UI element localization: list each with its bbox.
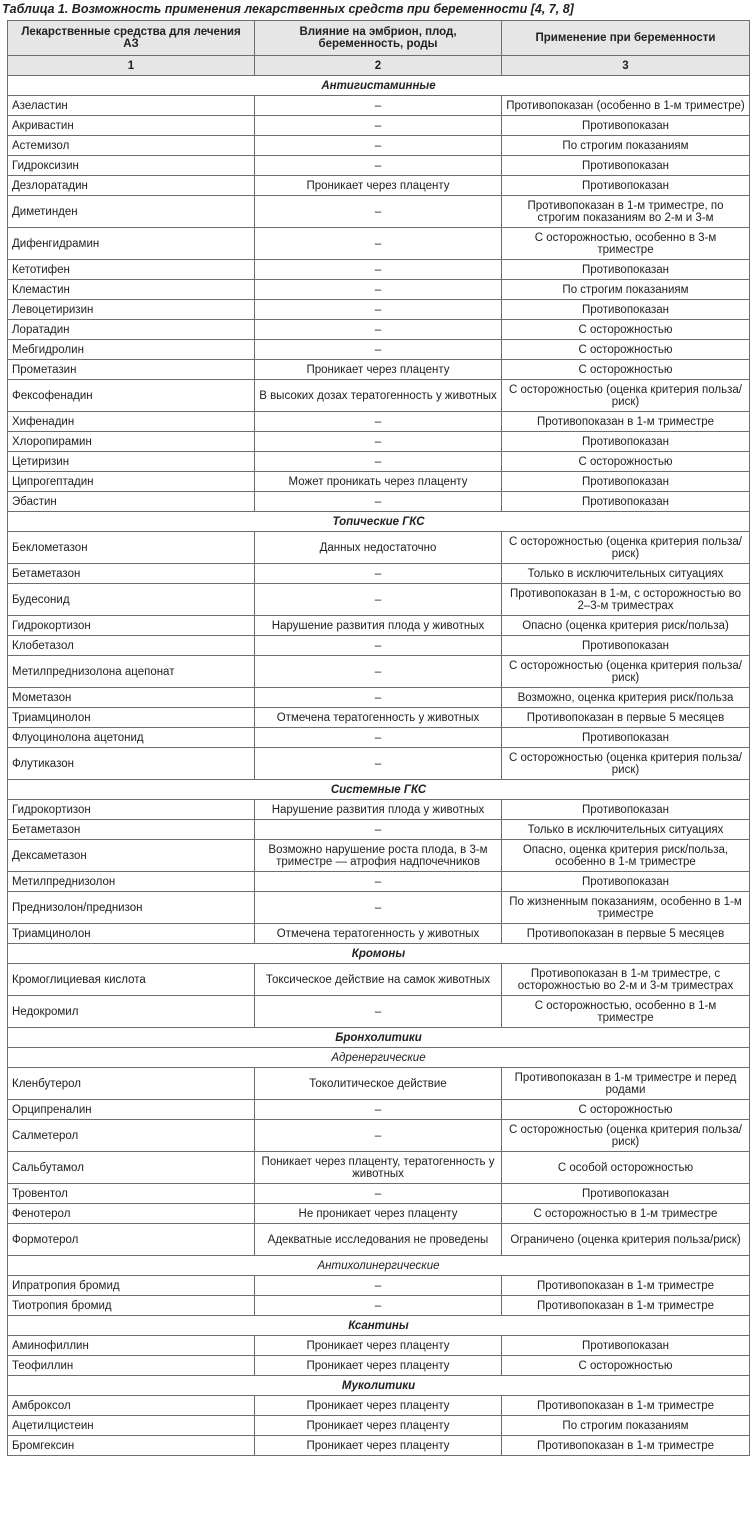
subsection-header-row bbox=[8, 1048, 750, 1068]
section-header-row bbox=[8, 1376, 750, 1396]
effect-cell: – bbox=[255, 636, 502, 656]
use-cell: Ограничено (оценка критерия польза/риск) bbox=[502, 1224, 750, 1256]
table-row bbox=[8, 584, 750, 616]
effect-cell: – bbox=[255, 452, 502, 472]
subsection-title: Антихолинергические bbox=[8, 1256, 750, 1276]
drug-name-cell: Салметерол bbox=[8, 1120, 255, 1152]
use-cell: С осторожностью (оценка критерия польза/риск) bbox=[502, 532, 750, 564]
use-cell: Противопоказан bbox=[502, 472, 750, 492]
use-cell: Противопоказан bbox=[502, 300, 750, 320]
effect-cell: Может проникать через плаценту bbox=[255, 472, 502, 492]
use-cell: Противопоказан bbox=[502, 1336, 750, 1356]
effect-cell: – bbox=[255, 136, 502, 156]
drug-name-cell: Ипратропия бромид bbox=[8, 1276, 255, 1296]
section-header-row bbox=[8, 944, 750, 964]
table-row bbox=[8, 452, 750, 472]
drug-name-cell: Метилпреднизолон bbox=[8, 872, 255, 892]
table-row bbox=[8, 300, 750, 320]
effect-cell: – bbox=[255, 280, 502, 300]
table-row bbox=[8, 800, 750, 820]
effect-cell: Проникает через плаценту bbox=[255, 1436, 502, 1456]
drug-name-cell: Дексаметазон bbox=[8, 840, 255, 872]
column-number-1: 1 bbox=[8, 56, 255, 76]
table-row bbox=[8, 1100, 750, 1120]
effect-cell: Нарушение развития плода у животных bbox=[255, 800, 502, 820]
use-cell: Противопоказан в 1-м триместре и перед родами bbox=[502, 1068, 750, 1100]
table-row bbox=[8, 1356, 750, 1376]
use-cell: Противопоказан bbox=[502, 1184, 750, 1204]
drug-name-cell: Дифенгидрамин bbox=[8, 228, 255, 260]
table-row bbox=[8, 656, 750, 688]
use-cell: Противопоказан (особенно в 1-м триместре) bbox=[502, 96, 750, 116]
drug-name-cell: Беклометазон bbox=[8, 532, 255, 564]
effect-cell: Токсическое действие на самок животных bbox=[255, 964, 502, 996]
use-cell: С осторожностью bbox=[502, 1100, 750, 1120]
table-row bbox=[8, 996, 750, 1028]
use-cell: Противопоказан bbox=[502, 156, 750, 176]
table-row bbox=[8, 1276, 750, 1296]
table-row bbox=[8, 840, 750, 872]
table-row bbox=[8, 412, 750, 432]
table-row bbox=[8, 872, 750, 892]
use-cell: Только в исключительных ситуациях bbox=[502, 820, 750, 840]
effect-cell: Данных недостаточно bbox=[255, 532, 502, 564]
use-cell: Опасно, оценка критерия риск/польза, особенно в 1-м триместре bbox=[502, 840, 750, 872]
use-cell: С осторожностью bbox=[502, 452, 750, 472]
subsection-title: Адренергические bbox=[8, 1048, 750, 1068]
table-row bbox=[8, 964, 750, 996]
use-cell: Противопоказан bbox=[502, 800, 750, 820]
drug-name-cell: Тиотропия бромид bbox=[8, 1296, 255, 1316]
effect-cell: – bbox=[255, 1100, 502, 1120]
table-row bbox=[8, 360, 750, 380]
column-number-3: 3 bbox=[502, 56, 750, 76]
section-header-row bbox=[8, 76, 750, 96]
drug-name-cell: Сальбутамол bbox=[8, 1152, 255, 1184]
effect-cell: Возможно нарушение роста плода, в 3-м триместре — атрофия надпочечников bbox=[255, 840, 502, 872]
effect-cell: – bbox=[255, 1296, 502, 1316]
use-cell: Противопоказан bbox=[502, 260, 750, 280]
use-cell: Противопоказан bbox=[502, 636, 750, 656]
section-title: Ксантины bbox=[8, 1316, 750, 1336]
column-number-row bbox=[8, 56, 750, 76]
use-cell: Противопоказан в 1-м триместре bbox=[502, 1436, 750, 1456]
drug-name-cell: Прометазин bbox=[8, 360, 255, 380]
effect-cell: Проникает через плаценту bbox=[255, 360, 502, 380]
use-cell: Противопоказан в первые 5 месяцев bbox=[502, 708, 750, 728]
effect-cell: – bbox=[255, 156, 502, 176]
effect-cell: В высоких дозах тератогенность у животных bbox=[255, 380, 502, 412]
effect-cell: – bbox=[255, 564, 502, 584]
section-title: Системные ГКС bbox=[8, 780, 750, 800]
drug-name-cell: Бромгексин bbox=[8, 1436, 255, 1456]
effect-cell: – bbox=[255, 432, 502, 452]
table-row bbox=[8, 532, 750, 564]
drug-name-cell: Ацетилцистеин bbox=[8, 1416, 255, 1436]
column-number-2: 2 bbox=[255, 56, 502, 76]
section-title: Антигистаминные bbox=[8, 76, 750, 96]
table-row bbox=[8, 136, 750, 156]
effect-cell: – bbox=[255, 1184, 502, 1204]
use-cell: По жизненным показаниям, особенно в 1-м триместре bbox=[502, 892, 750, 924]
drug-name-cell: Астемизол bbox=[8, 136, 255, 156]
drug-name-cell: Ципрогептадин bbox=[8, 472, 255, 492]
drug-name-cell: Метилпреднизолона ацепонат bbox=[8, 656, 255, 688]
effect-cell: Нарушение развития плода у животных bbox=[255, 616, 502, 636]
table-row bbox=[8, 280, 750, 300]
use-cell: С осторожностью (оценка критерия польза/риск) bbox=[502, 380, 750, 412]
use-cell: С осторожностью, особенно в 1-м триместре bbox=[502, 996, 750, 1028]
table-row bbox=[8, 616, 750, 636]
use-cell: Противопоказан в 1-м, с осторожностью во 2–3-м триместрах bbox=[502, 584, 750, 616]
drug-name-cell: Мометазон bbox=[8, 688, 255, 708]
drug-name-cell: Кетотифен bbox=[8, 260, 255, 280]
use-cell: По строгим показаниям bbox=[502, 280, 750, 300]
subsection-header-row bbox=[8, 1256, 750, 1276]
use-cell: Опасно (оценка критерия риск/польза) bbox=[502, 616, 750, 636]
table-row bbox=[8, 1068, 750, 1100]
table-row bbox=[8, 1336, 750, 1356]
effect-cell: – bbox=[255, 412, 502, 432]
table-row bbox=[8, 320, 750, 340]
use-cell: Противопоказан bbox=[502, 492, 750, 512]
table-row bbox=[8, 380, 750, 412]
drug-name-cell: Хифенадин bbox=[8, 412, 255, 432]
effect-cell: – bbox=[255, 872, 502, 892]
effect-cell: – bbox=[255, 584, 502, 616]
section-header-row bbox=[8, 512, 750, 532]
drug-name-cell: Гидрокортизон bbox=[8, 800, 255, 820]
drug-name-cell: Триамцинолон bbox=[8, 924, 255, 944]
use-cell: С особой осторожностью bbox=[502, 1152, 750, 1184]
effect-cell: Проникает через плаценту bbox=[255, 1396, 502, 1416]
drug-name-cell: Хлоропирамин bbox=[8, 432, 255, 452]
header-col-effect: Влияние на эмбрион, плод, беременность, роды bbox=[255, 21, 502, 56]
table-row bbox=[8, 892, 750, 924]
table-row bbox=[8, 472, 750, 492]
drug-name-cell: Мебгидролин bbox=[8, 340, 255, 360]
drug-name-cell: Кленбутерол bbox=[8, 1068, 255, 1100]
drug-name-cell: Фенотерол bbox=[8, 1204, 255, 1224]
header-row bbox=[8, 21, 750, 56]
use-cell: С осторожностью в 1-м триместре bbox=[502, 1204, 750, 1224]
drug-name-cell: Недокромил bbox=[8, 996, 255, 1028]
use-cell: С осторожностью (оценка критерия польза/риск) bbox=[502, 656, 750, 688]
drug-name-cell: Бетаметазон bbox=[8, 564, 255, 584]
drug-name-cell: Бетаметазон bbox=[8, 820, 255, 840]
use-cell: По строгим показаниям bbox=[502, 136, 750, 156]
table-row bbox=[8, 1204, 750, 1224]
effect-cell: – bbox=[255, 996, 502, 1028]
section-header-row bbox=[8, 780, 750, 800]
drug-name-cell: Левоцетиризин bbox=[8, 300, 255, 320]
table-caption: Таблица 1. Возможность применения лекарственных средств при беременности [4, 7, 8] bbox=[2, 2, 574, 16]
effect-cell: Поникает через плаценту, тератогенность у животных bbox=[255, 1152, 502, 1184]
use-cell: С осторожностью bbox=[502, 340, 750, 360]
drug-name-cell: Лоратадин bbox=[8, 320, 255, 340]
effect-cell: – bbox=[255, 320, 502, 340]
use-cell: Противопоказан bbox=[502, 116, 750, 136]
effect-cell: Проникает через плаценту bbox=[255, 1336, 502, 1356]
use-cell: С осторожностью (оценка критерия польза/риск) bbox=[502, 748, 750, 780]
use-cell: Противопоказан в 1-м триместре bbox=[502, 1396, 750, 1416]
table-row bbox=[8, 156, 750, 176]
use-cell: Противопоказан в 1-м триместре bbox=[502, 1296, 750, 1316]
table-row bbox=[8, 1416, 750, 1436]
drug-name-cell: Аминофиллин bbox=[8, 1336, 255, 1356]
use-cell: Противопоказан в 1-м триместре, с осторожностью во 2-м и 3-м триместрах bbox=[502, 964, 750, 996]
effect-cell: – bbox=[255, 96, 502, 116]
use-cell: С осторожностью bbox=[502, 360, 750, 380]
effect-cell: – bbox=[255, 1120, 502, 1152]
drug-name-cell: Дезлоратадин bbox=[8, 176, 255, 196]
table-row bbox=[8, 228, 750, 260]
use-cell: Противопоказан в 1-м триместре bbox=[502, 412, 750, 432]
drug-name-cell: Будесонид bbox=[8, 584, 255, 616]
drug-name-cell: Эбастин bbox=[8, 492, 255, 512]
section-title: Топические ГКС bbox=[8, 512, 750, 532]
drug-name-cell: Кромоглициевая кислота bbox=[8, 964, 255, 996]
use-cell: Противопоказан в первые 5 месяцев bbox=[502, 924, 750, 944]
drug-pregnancy-table bbox=[7, 20, 750, 1456]
section-title: Бронхолитики bbox=[8, 1028, 750, 1048]
effect-cell: – bbox=[255, 492, 502, 512]
drug-name-cell: Гидрокортизон bbox=[8, 616, 255, 636]
table-row bbox=[8, 1120, 750, 1152]
drug-name-cell: Флутиказон bbox=[8, 748, 255, 780]
drug-name-cell: Теофиллин bbox=[8, 1356, 255, 1376]
table-row bbox=[8, 196, 750, 228]
effect-cell: Проникает через плаценту bbox=[255, 176, 502, 196]
drug-name-cell: Клемастин bbox=[8, 280, 255, 300]
drug-name-cell: Цетиризин bbox=[8, 452, 255, 472]
drug-name-cell: Орципреналин bbox=[8, 1100, 255, 1120]
header-col-use: Применение при беременности bbox=[502, 21, 750, 56]
use-cell: Возможно, оценка критерия риск/польза bbox=[502, 688, 750, 708]
drug-name-cell: Триамцинолон bbox=[8, 708, 255, 728]
table-row bbox=[8, 492, 750, 512]
effect-cell: – bbox=[255, 260, 502, 280]
effect-cell: – bbox=[255, 228, 502, 260]
drug-name-cell: Флуоцинолона ацетонид bbox=[8, 728, 255, 748]
use-cell: С осторожностью, особенно в 3-м триместре bbox=[502, 228, 750, 260]
effect-cell: Проникает через плаценту bbox=[255, 1416, 502, 1436]
effect-cell: Проникает через плаценту bbox=[255, 1356, 502, 1376]
table-row bbox=[8, 176, 750, 196]
drug-name-cell: Гидроксизин bbox=[8, 156, 255, 176]
table-row bbox=[8, 564, 750, 584]
table-row bbox=[8, 728, 750, 748]
table-row bbox=[8, 96, 750, 116]
effect-cell: Отмечена тератогенность у животных bbox=[255, 708, 502, 728]
use-cell: Противопоказан bbox=[502, 872, 750, 892]
table-row bbox=[8, 116, 750, 136]
effect-cell: – bbox=[255, 340, 502, 360]
section-header-row bbox=[8, 1316, 750, 1336]
effect-cell: Токолитическое действие bbox=[255, 1068, 502, 1100]
use-cell: С осторожностью bbox=[502, 1356, 750, 1376]
effect-cell: – bbox=[255, 748, 502, 780]
drug-name-cell: Клобетазол bbox=[8, 636, 255, 656]
use-cell: Противопоказан в 1-м триместре bbox=[502, 1276, 750, 1296]
header-col-drugs: Лекарственные средства для лечения АЗ bbox=[8, 21, 255, 56]
drug-name-cell: Акривастин bbox=[8, 116, 255, 136]
section-title: Муколитики bbox=[8, 1376, 750, 1396]
effect-cell: – bbox=[255, 1276, 502, 1296]
table-row bbox=[8, 688, 750, 708]
table-row bbox=[8, 1184, 750, 1204]
use-cell: Противопоказан bbox=[502, 728, 750, 748]
effect-cell: – bbox=[255, 892, 502, 924]
table-row bbox=[8, 432, 750, 452]
effect-cell: – bbox=[255, 116, 502, 136]
effect-cell: – bbox=[255, 728, 502, 748]
table-row bbox=[8, 260, 750, 280]
drug-name-cell: Преднизолон/преднизон bbox=[8, 892, 255, 924]
effect-cell: – bbox=[255, 656, 502, 688]
use-cell: По строгим показаниям bbox=[502, 1416, 750, 1436]
table-row bbox=[8, 708, 750, 728]
drug-name-cell: Тровентол bbox=[8, 1184, 255, 1204]
drug-name-cell: Азеластин bbox=[8, 96, 255, 116]
section-title: Кромоны bbox=[8, 944, 750, 964]
table-row bbox=[8, 748, 750, 780]
table-row bbox=[8, 340, 750, 360]
table-row bbox=[8, 1396, 750, 1416]
effect-cell: – bbox=[255, 300, 502, 320]
table-row bbox=[8, 1152, 750, 1184]
effect-cell: – bbox=[255, 820, 502, 840]
use-cell: Только в исключительных ситуациях bbox=[502, 564, 750, 584]
effect-cell: – bbox=[255, 688, 502, 708]
section-header-row bbox=[8, 1028, 750, 1048]
effect-cell: Не проникает через плаценту bbox=[255, 1204, 502, 1224]
effect-cell: – bbox=[255, 196, 502, 228]
use-cell: С осторожностью (оценка критерия польза/риск) bbox=[502, 1120, 750, 1152]
table-row bbox=[8, 820, 750, 840]
table-row bbox=[8, 1224, 750, 1256]
table-row bbox=[8, 924, 750, 944]
use-cell: С осторожностью bbox=[502, 320, 750, 340]
drug-name-cell: Диметинден bbox=[8, 196, 255, 228]
table-row bbox=[8, 636, 750, 656]
use-cell: Противопоказан bbox=[502, 432, 750, 452]
drug-name-cell: Формотерол bbox=[8, 1224, 255, 1256]
drug-name-cell: Фексофенадин bbox=[8, 380, 255, 412]
effect-cell: Отмечена тератогенность у животных bbox=[255, 924, 502, 944]
drug-name-cell: Амброксол bbox=[8, 1396, 255, 1416]
table-row bbox=[8, 1436, 750, 1456]
effect-cell: Адекватные исследования не проведены bbox=[255, 1224, 502, 1256]
use-cell: Противопоказан bbox=[502, 176, 750, 196]
use-cell: Противопоказан в 1-м триместре, по строгим показаниям во 2-м и 3-м bbox=[502, 196, 750, 228]
table-row bbox=[8, 1296, 750, 1316]
